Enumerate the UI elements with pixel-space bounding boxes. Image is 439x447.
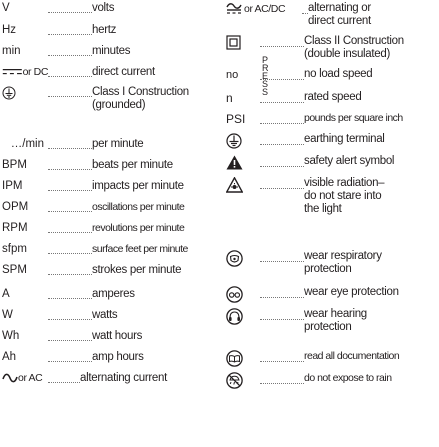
meaning: wear eye protection [304, 286, 399, 298]
symbol: BPM [2, 159, 27, 171]
symbol-row-class-ii [226, 35, 438, 61]
meaning: strokes per minute [92, 264, 182, 276]
dotted-leader [48, 298, 92, 299]
rotated-label-char: E [262, 71, 269, 81]
dotted-leader [260, 261, 304, 262]
symbol [226, 177, 260, 193]
dotted-leader [48, 96, 92, 97]
dotted-leader [48, 382, 80, 383]
dotted-leader [48, 190, 92, 191]
symbol [226, 250, 260, 267]
symbol-row-opm [2, 201, 208, 214]
meaning: watt hours [92, 330, 143, 342]
meaning: alternating or direct current [308, 2, 371, 27]
dotted-leader [48, 253, 92, 254]
symbol [226, 350, 260, 367]
symbol-row-watts [2, 309, 208, 322]
rotated-label-char: R [262, 63, 269, 73]
dotted-leader [260, 361, 304, 362]
symbol: or DC [2, 66, 48, 79]
dotted-leader [260, 166, 304, 167]
symbol-row-earthing-terminal [226, 133, 438, 149]
dotted-leader [260, 188, 304, 189]
rotated-label-char: P [262, 55, 269, 65]
symbol: or AC [2, 372, 48, 385]
dotted-leader [48, 76, 92, 77]
rotated-label-char: S [262, 87, 269, 97]
symbol-row-psi [226, 112, 438, 126]
symbol: no [226, 69, 239, 81]
symbol [226, 308, 260, 325]
meaning: beats per minute [92, 159, 173, 171]
dotted-leader [48, 232, 92, 233]
safety-alert-icon [226, 155, 243, 170]
visible-radiation-icon [226, 177, 243, 193]
symbol: IPM [2, 180, 23, 192]
meaning: volts [92, 2, 115, 14]
dotted-leader [48, 12, 92, 13]
symbol-row-sfpm [2, 243, 208, 256]
wear-respiratory-icon [226, 250, 243, 267]
symbol: W [2, 309, 13, 321]
meaning: wear respiratory protection [304, 250, 382, 275]
symbol-row-no-load-speed [226, 68, 438, 82]
meaning: minutes [92, 45, 131, 57]
symbol: n [226, 91, 233, 105]
symbol-row-bpm [2, 159, 208, 172]
symbol-row-visible-radiation [226, 177, 438, 216]
meaning: watts [92, 309, 118, 321]
dotted-leader [260, 102, 304, 103]
dotted-leader [48, 34, 92, 35]
class-ii-double-insulated-icon [226, 35, 241, 50]
symbol: sfpm [2, 243, 27, 255]
wear-hearing-icon [226, 308, 243, 325]
symbol-row-amp-hours [2, 351, 208, 364]
dotted-leader [260, 46, 304, 47]
rotated-label-char: S [262, 79, 269, 89]
meaning: earthing terminal [304, 133, 385, 145]
read-documentation-icon [226, 350, 243, 367]
symbol [226, 286, 260, 303]
symbol-row-safety-alert [226, 155, 438, 170]
meaning: impacts per minute [92, 180, 184, 192]
meaning: wear hearing protection [304, 308, 367, 333]
symbol-row-volts [2, 2, 208, 15]
meaning: oscillations per minute [92, 201, 185, 213]
meaning: hertz [92, 24, 117, 36]
symbol-row-no-rain [226, 372, 438, 389]
symbol-row-rpm [2, 222, 208, 235]
symbol: min [2, 45, 21, 57]
symbol-row-per-minute [2, 138, 208, 151]
symbol [2, 86, 48, 100]
symbol: Ah [2, 351, 17, 363]
symbol-row-wear-eye [226, 286, 438, 303]
meaning: pounds per square inch [304, 112, 403, 124]
dotted-leader [48, 148, 92, 149]
symbol-row-minutes [2, 45, 208, 58]
symbol: A [2, 288, 10, 300]
ac-symbol-icon [2, 372, 18, 384]
symbol-row-hertz [2, 24, 208, 37]
symbol-row-alternating-current [2, 372, 208, 385]
meaning: rated speed [304, 91, 362, 103]
symbol-row-read-documentation [226, 350, 438, 367]
meaning: Class I Construction (grounded) [92, 86, 189, 111]
symbol [226, 133, 260, 149]
dotted-leader [48, 211, 92, 212]
rotated-labels [262, 56, 272, 96]
symbol: OPM [2, 201, 29, 213]
symbol-row-amperes [2, 288, 208, 301]
meaning: safety alert symbol [304, 155, 395, 167]
wear-eye-icon [226, 286, 243, 303]
meaning: Class II Construction (double insulated) [304, 35, 404, 60]
dotted-leader [260, 297, 304, 298]
symbol-row-ac-dc [226, 2, 438, 28]
dotted-leader [48, 319, 92, 320]
symbol: or AC/DC [226, 2, 302, 16]
dotted-leader [260, 123, 304, 124]
symbol-row-ipm [2, 180, 208, 193]
class-i-ground-icon [2, 86, 16, 100]
symbol: V [2, 2, 10, 14]
symbol: …/min [10, 138, 44, 150]
dotted-leader [48, 340, 92, 341]
meaning: surface feet per minute [92, 243, 188, 255]
symbol: SPM [2, 264, 27, 276]
meaning: revolutions per minute [92, 222, 185, 234]
symbol: Wh [2, 330, 20, 342]
meaning: no load speed [304, 68, 373, 80]
dc-symbol-icon [2, 66, 23, 78]
dotted-leader [48, 55, 92, 56]
symbol-row-wear-respiratory [226, 250, 438, 276]
dotted-leader [48, 274, 92, 275]
meaning: per minute [92, 138, 144, 150]
symbol-row-wear-hearing [226, 308, 438, 334]
symbol-row-class-i [2, 86, 208, 112]
meaning: amp hours [92, 351, 144, 363]
meaning: read all documentation [304, 350, 400, 362]
earthing-terminal-icon [226, 133, 242, 149]
ac-dc-symbol-icon [226, 2, 242, 14]
no-rain-icon [226, 372, 243, 389]
symbol [226, 35, 260, 50]
symbol-row-direct-current [2, 66, 208, 79]
meaning: visible radiation– do not stare into the light [304, 177, 385, 215]
symbol: PSI [226, 112, 246, 126]
dotted-leader [48, 361, 92, 362]
symbol: Hz [2, 24, 17, 36]
dotted-leader [48, 169, 92, 170]
symbol: RPM [2, 222, 28, 234]
dotted-leader [260, 144, 304, 145]
symbol-row-rated-speed [226, 91, 438, 105]
meaning: do not expose to rain [304, 372, 392, 384]
symbol-row-spm [2, 264, 208, 277]
meaning: alternating current [80, 372, 167, 384]
symbol-row-watt-hours [2, 330, 208, 343]
meaning: amperes [92, 288, 135, 300]
symbol [226, 155, 260, 170]
dotted-leader [260, 319, 304, 320]
symbol [226, 372, 260, 389]
dotted-leader [260, 383, 304, 384]
meaning: direct current [92, 66, 155, 78]
